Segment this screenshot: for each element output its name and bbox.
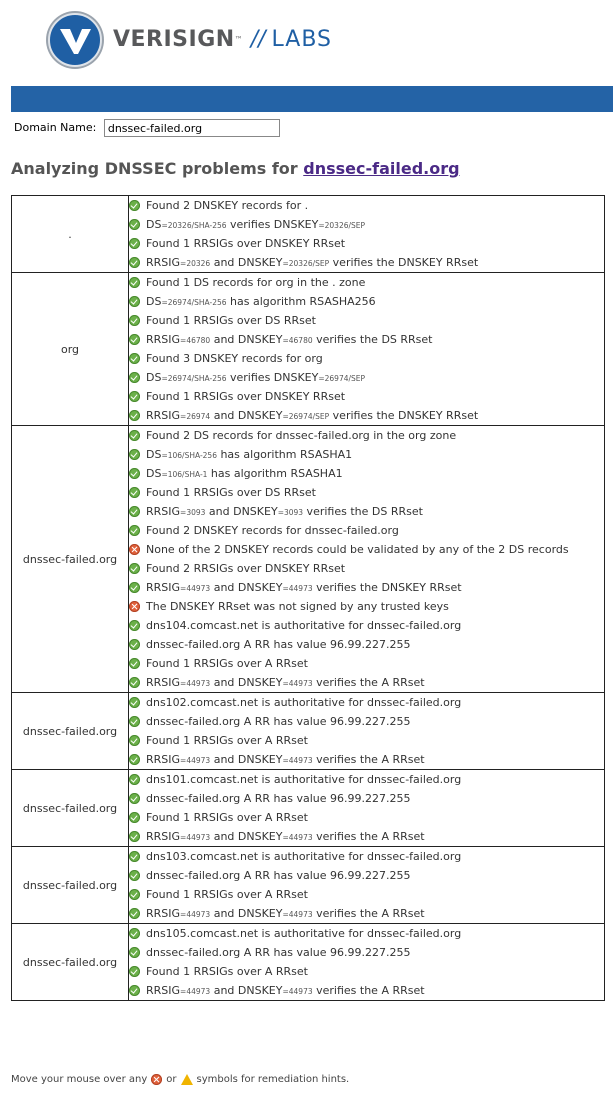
check-text-segment: dns105.comcast.net is authoritative for dnssec-failed.org [146,927,462,940]
title-prefix: Analyzing DNSSEC problems for [11,159,304,178]
brand-tm: ™ [234,35,243,44]
check-text [146,750,425,770]
footer-hint [11,1074,349,1085]
check-ok-icon [129,582,140,593]
check-text-segment: verifies the DNSKEY RRset [312,580,462,594]
check-ok-icon [129,716,140,727]
check-item [129,540,604,559]
check-text [146,712,410,731]
check-text-segment: dns104.comcast.net is authoritative for dnssec-failed.org [146,619,462,632]
domain-input[interactable] [104,119,280,137]
check-ok-icon [129,677,140,688]
check-text-segment: =44973 [180,909,211,919]
check-text-segment: verifies the A RRset [312,829,425,843]
check-ok-icon [129,754,140,765]
zone-row [12,770,605,847]
check-text [146,616,461,635]
check-text-segment: and DNSKEY [210,332,283,346]
check-text-segment: =106/SHA-256 [161,450,217,460]
check-text [146,540,569,559]
check-text [146,981,425,1001]
check-ok-icon [129,334,140,345]
check-ok-icon [129,410,140,421]
check-text [146,962,308,981]
check-text-segment: RRSIG [146,983,181,997]
check-text-segment: dns101.comcast.net is authoritative for dnssec-failed.org [146,773,462,786]
check-text [146,349,323,368]
header-bar [11,86,613,112]
check-text-segment: =20326 [180,258,211,268]
check-text-segment: DS [146,217,162,231]
check-ok-icon [129,851,140,862]
check-text [146,234,345,253]
check-text-segment: verifies the A RRset [312,906,425,920]
check-item [129,253,604,272]
check-text-segment: and DNSKEY [210,829,283,843]
zone-row [12,847,605,924]
check-text-segment: dnssec-failed.org A RR has value 96.99.227.255 [146,869,411,882]
check-text [146,943,410,962]
error-icon[interactable] [129,544,140,555]
check-item [129,635,604,654]
check-text [146,847,461,866]
check-text-segment: RRSIG [146,332,181,346]
results-table [11,195,605,1001]
check-item [129,597,604,616]
check-item [129,426,604,445]
check-ok-icon [129,735,140,746]
check-ok-icon [129,372,140,383]
check-text-segment: DS [146,370,162,384]
check-text-segment: =20326/SEP [282,258,330,268]
check-text [146,330,433,350]
check-text [146,196,308,215]
check-ok-icon [129,315,140,326]
check-text-segment: =44973 [180,755,211,765]
check-text-segment: Found 1 RRSIGs over A RRset [146,811,308,824]
check-text-segment: =26974 [180,411,211,421]
zone-checks [129,273,605,426]
check-item [129,559,604,578]
check-item [129,808,604,827]
check-ok-icon [129,928,140,939]
check-text-segment: and DNSKEY [210,580,283,594]
check-text-segment: dnssec-failed.org A RR has value 96.99.227.255 [146,946,411,959]
zone-row [12,196,605,273]
check-ok-icon [129,889,140,900]
check-text [146,635,410,654]
check-item [129,215,604,234]
check-text-segment: =3093 [180,507,206,517]
check-text-segment: RRSIG [146,906,181,920]
check-text-segment: RRSIG [146,504,181,518]
check-text-segment: =3093 [277,507,304,517]
zone-name: dnssec-failed.org [12,426,129,693]
check-item [129,445,604,464]
check-ok-icon [129,238,140,249]
check-text-segment: DS [146,466,162,480]
check-ok-icon [129,620,140,631]
check-text-segment: RRSIG [146,408,181,422]
check-text-segment: The DNSKEY RRset was not signed by any trusted keys [146,600,449,613]
check-ok-icon [129,353,140,364]
check-ok-icon [129,449,140,460]
check-text [146,215,365,235]
zone-checks [129,847,605,924]
check-text-segment: =44973 [180,986,211,996]
check-text-segment: verifies the DNSKEY RRset [329,408,479,422]
check-item [129,464,604,483]
check-item [129,827,604,846]
check-text-segment: DS [146,447,162,461]
check-text-segment: =26974/SHA-256 [161,373,227,383]
check-text [146,464,343,484]
check-text-segment: and DNSKEY [210,675,283,689]
check-item [129,311,604,330]
check-text-segment: =44973 [282,755,313,765]
check-text-segment: Found 1 RRSIGs over DS RRset [146,314,316,327]
check-text-segment: verifies the DNSKEY RRset [329,255,479,269]
brand-labs: LABS [271,27,332,52]
check-text-segment: RRSIG [146,675,181,689]
zone-row [12,273,605,426]
check-item [129,770,604,789]
zone-checks [129,196,605,273]
check-item [129,962,604,981]
check-text [146,559,345,578]
check-text-segment: dnssec-failed.org A RR has value 96.99.227.255 [146,638,411,651]
zone-name: . [12,196,129,273]
check-text [146,578,462,598]
zone-name: dnssec-failed.org [12,847,129,924]
footer-text-before: Move your mouse over any [11,1074,148,1085]
check-text-segment: =44973 [282,986,313,996]
zone-row [12,924,605,1001]
check-text-segment: RRSIG [146,752,181,766]
zone-checks [129,770,605,847]
check-text-segment: dns102.comcast.net is authoritative for dnssec-failed.org [146,696,462,709]
check-item [129,847,604,866]
check-text-segment: =44973 [282,832,313,842]
check-ok-icon [129,296,140,307]
check-item [129,866,604,885]
check-item [129,750,604,769]
check-text-segment: =26974/SEP [318,373,366,383]
check-text [146,654,308,673]
check-text-segment: and DNSKEY [210,408,283,422]
check-text-segment: Found 1 RRSIGs over A RRset [146,965,308,978]
check-item [129,943,604,962]
check-ok-icon [129,870,140,881]
check-item [129,273,604,292]
check-ok-icon [129,219,140,230]
check-text-segment: =44973 [282,909,313,919]
header [0,0,613,86]
error-icon [151,1074,162,1085]
check-text [146,311,316,330]
check-text-segment: Found 3 DNSKEY records for org [146,352,323,365]
check-text [146,483,316,502]
check-ok-icon [129,908,140,919]
check-item [129,483,604,502]
error-icon[interactable] [129,601,140,612]
check-text-segment: and DNSKEY [210,255,283,269]
zone-checks [129,924,605,1001]
check-text-segment: =44973 [282,678,313,688]
check-text [146,904,425,924]
check-text-segment: RRSIG [146,255,181,269]
check-item [129,731,604,750]
check-text [146,693,461,712]
brand-wordmark [113,27,332,53]
check-item [129,673,604,692]
check-text-segment: Found 1 RRSIGs over A RRset [146,888,308,901]
check-text [146,866,410,885]
check-text-segment: verifies the DS RRset [303,504,423,518]
check-text-segment: and DNSKEY [210,983,283,997]
check-text-segment: =44973 [282,583,313,593]
check-text-segment: RRSIG [146,829,181,843]
check-item [129,292,604,311]
zone-name: dnssec-failed.org [12,924,129,1001]
check-text-segment: and DNSKEY [205,504,278,518]
check-text-segment: =26974/SEP [282,411,330,421]
zone-name: dnssec-failed.org [12,693,129,770]
check-ok-icon [129,793,140,804]
results-body [12,196,605,1001]
check-text-segment: =46780 [180,335,211,345]
brand-separator: // [250,27,266,52]
check-item [129,693,604,712]
check-text-segment: =44973 [180,678,211,688]
check-ok-icon [129,200,140,211]
check-text [146,406,478,426]
check-item [129,578,604,597]
check-item [129,789,604,808]
check-ok-icon [129,487,140,498]
zone-row [12,426,605,693]
check-ok-icon [129,697,140,708]
check-text-segment: verifies DNSKEY [226,217,319,231]
page-title [11,157,460,181]
check-text-segment: Found 2 DNSKEY records for . [146,199,309,212]
check-text-segment: Found 2 RRSIGs over DNSKEY RRset [146,562,346,575]
check-text-segment: None of the 2 DNSKEY records could be validated by any of the 2 DS records [146,543,569,556]
check-item [129,885,604,904]
check-item [129,904,604,923]
check-text-segment: Found 1 RRSIGs over DS RRset [146,486,316,499]
check-text-segment: Found 1 DS records for org in the . zone [146,276,366,289]
check-text [146,597,449,616]
check-text [146,673,425,693]
check-ok-icon [129,658,140,669]
check-ok-icon [129,831,140,842]
check-item [129,234,604,253]
zone-checks [129,693,605,770]
domain-label: Domain Name: [14,121,97,134]
check-text-segment: dnssec-failed.org A RR has value 96.99.227.255 [146,792,411,805]
check-item [129,521,604,540]
check-text [146,292,376,312]
check-item [129,387,604,406]
footer-text-after: symbols for remediation hints. [196,1074,350,1085]
check-text-segment: and DNSKEY [210,752,283,766]
brand-name: VERISIGN [113,27,235,52]
check-ok-icon [129,277,140,288]
check-text-segment: Found 2 DS records for dnssec-failed.org in the org zone [146,429,457,442]
check-item [129,368,604,387]
check-ok-icon [129,468,140,479]
check-text-segment: =20326/SEP [318,220,366,230]
check-text [146,885,308,904]
check-text-segment: RRSIG [146,580,181,594]
check-text [146,387,345,406]
warning-icon [181,1074,193,1085]
check-text [146,770,461,789]
check-text [146,426,456,445]
check-text-segment: =44973 [180,583,211,593]
check-ok-icon [129,525,140,536]
check-text-segment: verifies the DS RRset [312,332,433,346]
check-text-segment: =44973 [180,832,211,842]
check-text-segment: verifies the A RRset [312,752,425,766]
check-item [129,406,604,425]
check-text-segment: Found 1 RRSIGs over A RRset [146,657,308,670]
check-ok-icon [129,257,140,268]
verisign-logo-icon[interactable] [45,10,105,70]
check-text [146,731,308,750]
check-item [129,712,604,731]
zone-checks [129,426,605,693]
check-text [146,502,423,522]
check-text-segment: verifies DNSKEY [226,370,319,384]
check-ok-icon [129,774,140,785]
check-item [129,502,604,521]
check-ok-icon [129,947,140,958]
check-text-segment: has algorithm RSASHA256 [226,294,376,308]
check-ok-icon [129,506,140,517]
zone-name: org [12,273,129,426]
check-text-segment: =26974/SHA-256 [161,297,227,307]
check-ok-icon [129,563,140,574]
check-item [129,981,604,1000]
check-item [129,654,604,673]
check-text [146,521,399,540]
check-text-segment: and DNSKEY [210,906,283,920]
check-text-segment: has algorithm RSASHA1 [216,447,353,461]
check-text-segment: Found 2 DNSKEY records for dnssec-failed.org [146,524,399,537]
footer-text-middle: or [166,1074,177,1085]
check-item [129,330,604,349]
check-text-segment: =106/SHA-1 [161,469,208,479]
check-ok-icon [129,639,140,650]
check-text-segment: verifies the A RRset [312,983,425,997]
check-ok-icon [129,812,140,823]
check-text [146,445,352,465]
domain-form [14,118,280,138]
check-text [146,253,478,273]
check-ok-icon [129,430,140,441]
check-text-segment: Found 1 RRSIGs over DNSKEY RRset [146,390,346,403]
check-text [146,273,365,292]
check-item [129,196,604,215]
zone-row [12,693,605,770]
check-text-segment: Found 1 RRSIGs over A RRset [146,734,308,747]
check-ok-icon [129,985,140,996]
check-text-segment: dnssec-failed.org A RR has value 96.99.227.255 [146,715,411,728]
check-text [146,827,425,847]
check-text-segment: =20326/SHA-256 [161,220,227,230]
check-text [146,789,410,808]
check-ok-icon [129,966,140,977]
title-domain-link[interactable]: dnssec-failed.org [303,159,460,178]
check-text-segment: =46780 [282,335,313,345]
check-item [129,924,604,943]
check-text [146,808,308,827]
check-text [146,368,365,388]
check-text-segment: Found 1 RRSIGs over DNSKEY RRset [146,237,346,250]
check-text-segment: verifies the A RRset [312,675,425,689]
check-text-segment: dns103.comcast.net is authoritative for dnssec-failed.org [146,850,462,863]
zone-name: dnssec-failed.org [12,770,129,847]
check-text-segment: has algorithm RSASHA1 [207,466,343,480]
check-text-segment: DS [146,294,162,308]
check-ok-icon [129,391,140,402]
check-item [129,616,604,635]
check-item [129,349,604,368]
check-text [146,924,461,943]
